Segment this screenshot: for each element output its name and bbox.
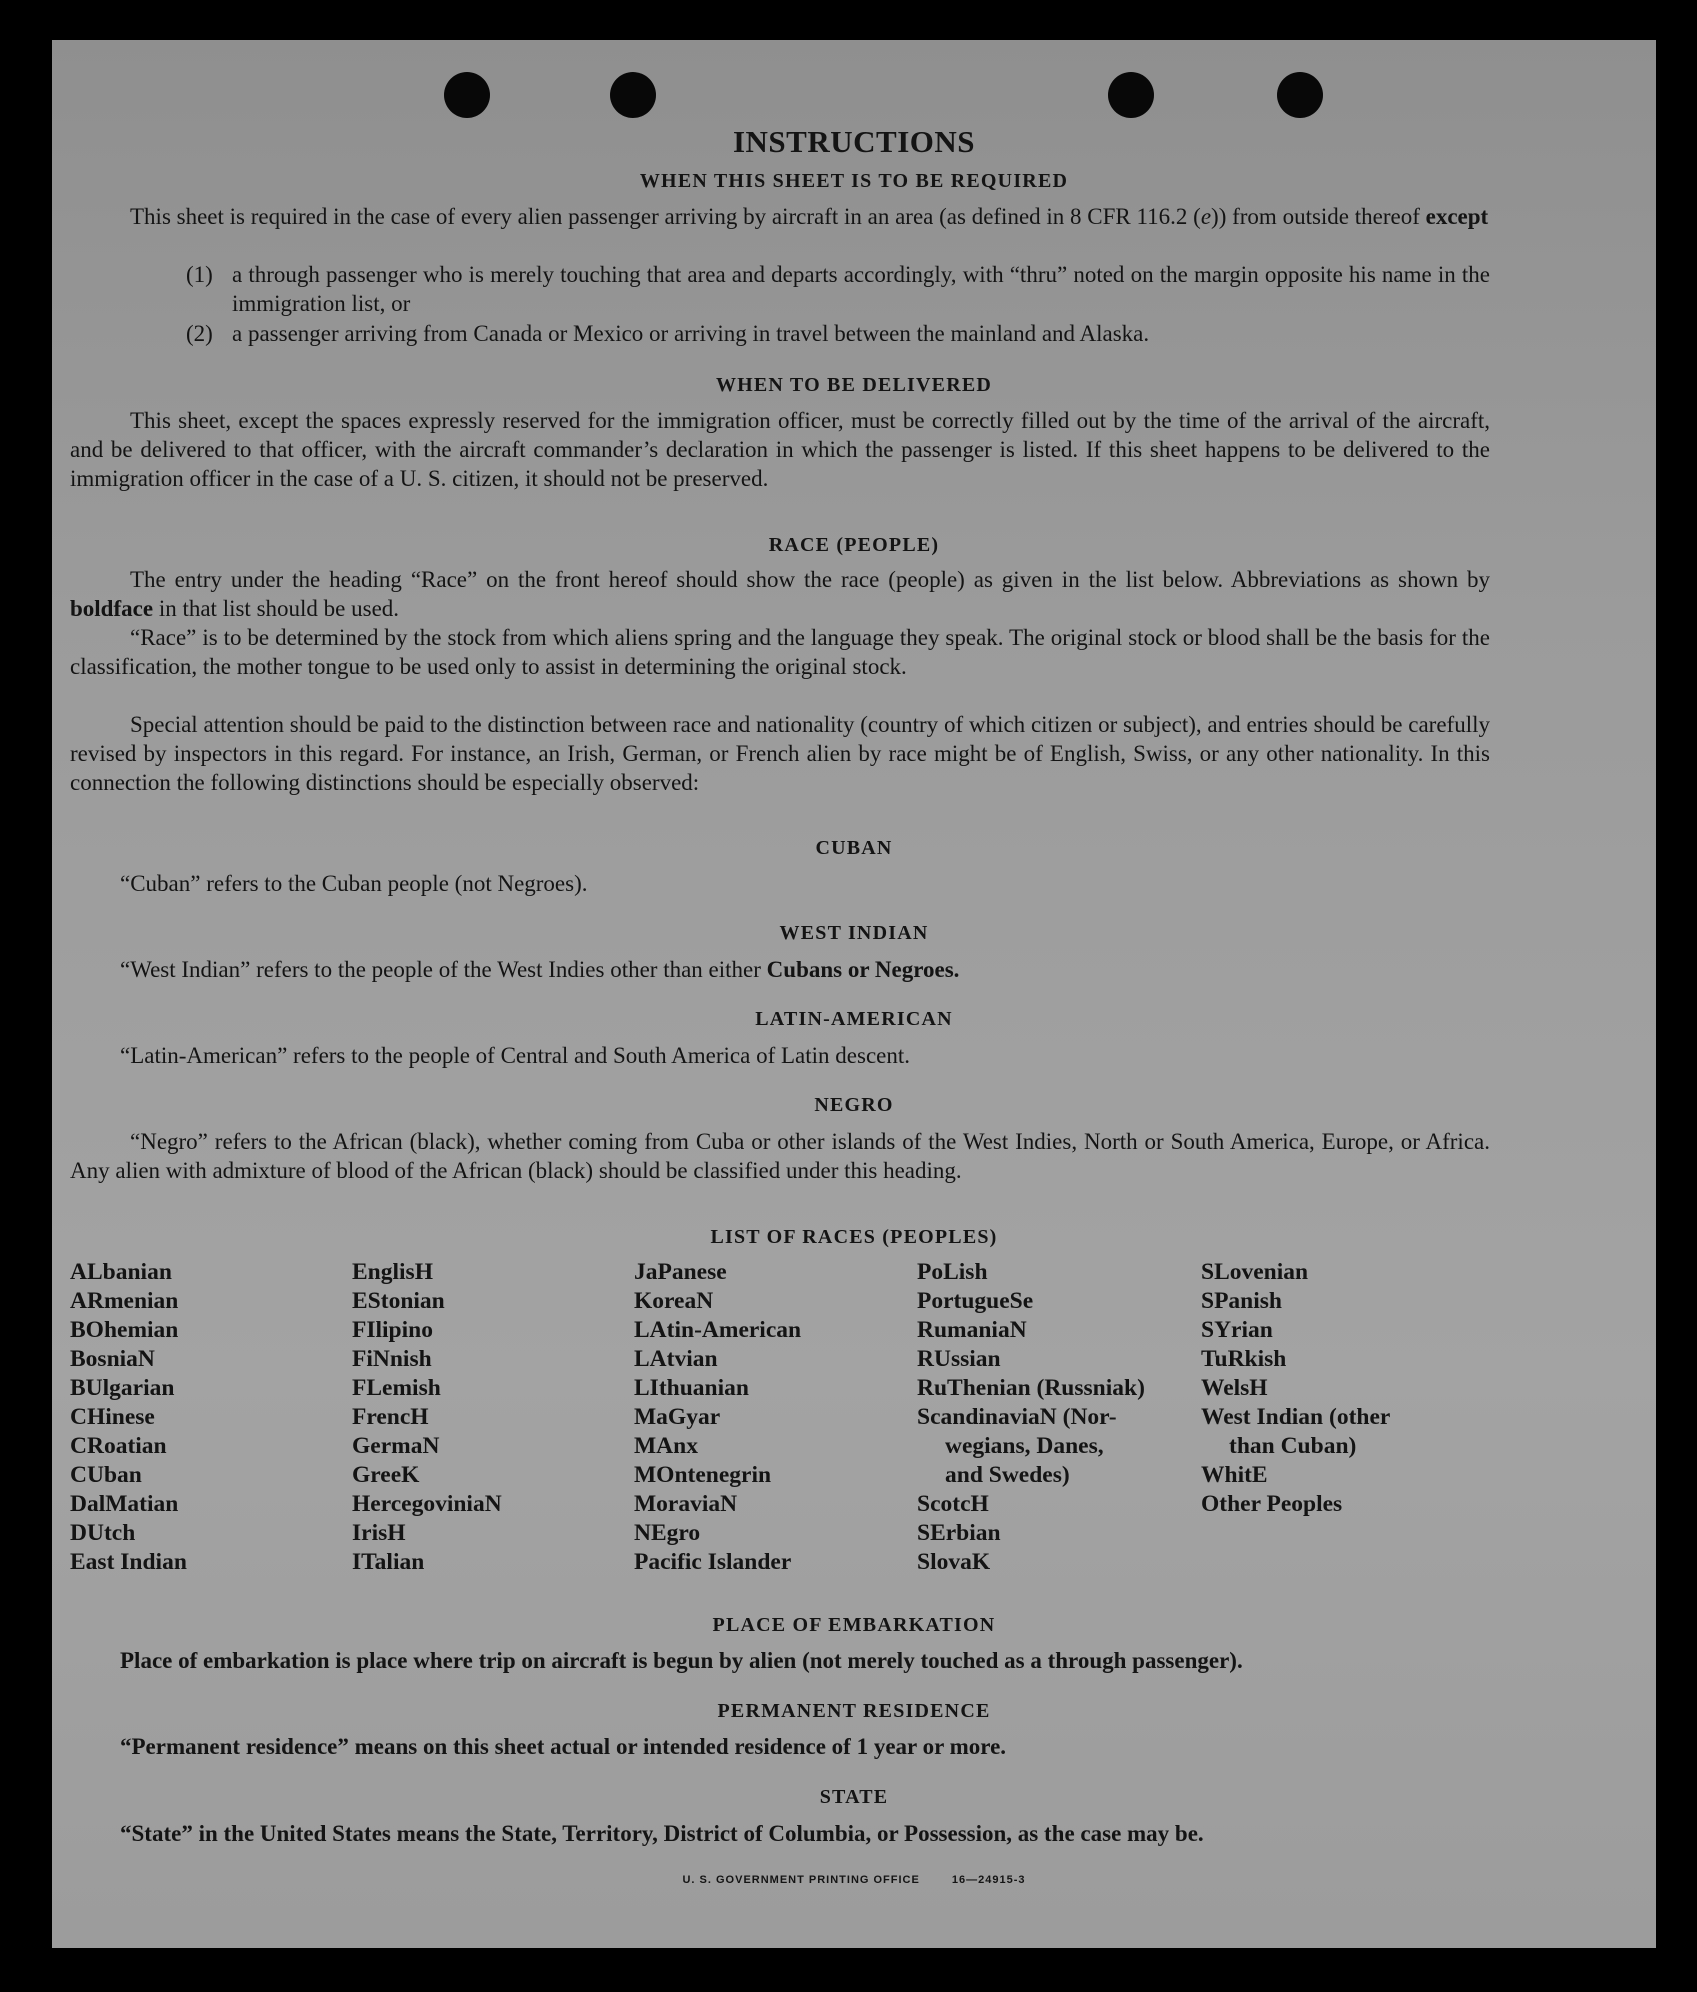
races-column-3 <box>634 1258 801 1577</box>
race-item: MAnx <box>634 1433 698 1459</box>
section-heading-embarkation: PLACE OF EMBARKATION <box>712 1614 996 1636</box>
negro-text: “Negro” refers to the African (black), whether coming from Cuba or other islands of the West Indies, North or South America, Europe, or Africa. Any alien with admixture of blood of the African (black) should be classified under this heading. <box>70 1129 1490 1183</box>
west-indian-text: “West Indian” refers to the people of the West Indies other than either Cubans or Negroes. <box>120 957 960 982</box>
race-item: SErbian <box>917 1520 1001 1546</box>
race-item: RuThenian (Russniak) <box>917 1375 1145 1401</box>
section-heading-when-delivered: WHEN TO BE DELIVERED <box>715 374 993 396</box>
section-heading-west-indian: WEST INDIAN <box>779 922 929 944</box>
race-item: SPanish <box>1201 1288 1282 1314</box>
race-item: FrencH <box>352 1404 429 1430</box>
race-item: wegians, Danes, <box>945 1433 1104 1459</box>
exception-item-2: (2) a passenger arriving from Canada or Mexico or arriving in travel between the mainland and Alaska. <box>186 321 1150 346</box>
punch-hole <box>1108 72 1154 118</box>
races-column-1 <box>70 1258 187 1577</box>
race-item: DalMatian <box>70 1491 179 1517</box>
race-item: ARmenian <box>70 1288 179 1314</box>
race-item: ScotcH <box>917 1491 989 1517</box>
race-item: MOntenegrin <box>634 1462 772 1488</box>
race-paragraph-2: “Race” is to be determined by the stock from which aliens spring and the language they speak. The original stock or blood shall be the basis for the classification, the mother tongue to be used only to assist in determining the original stock. <box>70 625 1490 679</box>
section-heading-cuban: CUBAN <box>815 837 893 859</box>
race-item: than Cuban) <box>1229 1433 1357 1459</box>
section-heading-residence: PERMANENT RESIDENCE <box>717 1700 991 1722</box>
punch-hole <box>444 72 490 118</box>
section-heading-race: RACE (PEOPLE) <box>768 534 940 556</box>
race-item: and Swedes) <box>945 1462 1070 1488</box>
race-item: IrisH <box>352 1520 406 1546</box>
race-item: WhitE <box>1201 1462 1268 1488</box>
races-column-4 <box>917 1258 1145 1577</box>
race-item: FIlipino <box>352 1317 433 1343</box>
exception-item-1: (1) a through passenger who is merely touching that area and departs accordingly, with “thru” noted on the margin opposite his name in the immigration list, or <box>186 262 1490 316</box>
race-item: PortugueSe <box>917 1288 1034 1314</box>
race-item: EnglisH <box>352 1259 433 1285</box>
race-item: CUban <box>70 1462 142 1488</box>
document-page <box>52 40 1656 1948</box>
section-heading-state: STATE <box>819 1786 889 1808</box>
race-item: Pacific Islander <box>634 1549 792 1575</box>
race-item: RUssian <box>917 1346 1001 1372</box>
race-item: CHinese <box>70 1404 155 1430</box>
race-item: FiNnish <box>352 1346 432 1372</box>
race-item: GermaN <box>352 1433 440 1459</box>
section-heading-races-list: LIST OF RACES (PEOPLES) <box>710 1226 998 1248</box>
race-item: ITalian <box>352 1549 425 1575</box>
race-item: RumaniaN <box>917 1317 1027 1343</box>
race-item: SLovenian <box>1201 1259 1309 1285</box>
race-item: CRoatian <box>70 1433 167 1459</box>
embarkation-text: Place of embarkation is place where trip on aircraft is begun by alien (not merely touched as a through passenger). <box>120 1648 1243 1673</box>
race-item: GreeK <box>352 1462 420 1488</box>
race-item: BOhemian <box>70 1317 179 1343</box>
latin-american-text: “Latin-American” refers to the people of Central and South America of Latin descent. <box>120 1043 910 1068</box>
race-item: East Indian <box>70 1549 187 1575</box>
race-item: EStonian <box>352 1288 445 1314</box>
race-item: BUlgarian <box>70 1375 175 1401</box>
race-item: KoreaN <box>634 1288 714 1314</box>
race-item: MoraviaN <box>634 1491 738 1517</box>
residence-text: “Permanent residence” means on this sheet actual or intended residence of 1 year or more. <box>120 1734 1007 1759</box>
form-code: 16—24915-3 <box>951 1874 1026 1886</box>
race-item: MaGyar <box>634 1404 721 1430</box>
race-item: FLemish <box>352 1375 441 1401</box>
cuban-text: “Cuban” refers to the Cuban people (not Negroes). <box>120 871 588 896</box>
when-required-intro: This sheet is required in the case of every alien passenger arriving by aircraft in an area (as defined in 8 CFR 116.2 (e)) from outside thereof except <box>130 204 1489 229</box>
printer-name: U. S. GOVERNMENT PRINTING OFFICE <box>682 1874 920 1886</box>
race-item: LAtvian <box>634 1346 718 1372</box>
punch-hole <box>1277 72 1323 118</box>
when-delivered-text: This sheet, except the spaces expressly reserved for the immigration officer, must be correctly filled out by the time of the arrival of the aircraft, and be delivered to that officer, with the aircraft commander’s declaration in which the passenger is listed. If this sheet happens to be delivered to the immigration officer in the case of a U. S. citizen, it should not be preserved. <box>70 408 1490 491</box>
race-item: BosniaN <box>70 1346 155 1372</box>
races-column-2 <box>352 1258 502 1577</box>
race-item: WelsH <box>1201 1375 1268 1401</box>
race-item: West Indian (other <box>1201 1404 1391 1430</box>
race-item: HercegoviniaN <box>352 1491 502 1517</box>
section-heading-when-required: WHEN THIS SHEET IS TO BE REQUIRED <box>639 170 1069 192</box>
race-item: JaPanese <box>634 1259 727 1285</box>
race-item: Other Peoples <box>1201 1491 1343 1517</box>
race-item: ScandinaviaN (Nor- <box>917 1404 1117 1430</box>
race-item: DUtch <box>70 1520 136 1546</box>
section-heading-latin-american: LATIN-AMERICAN <box>755 1008 953 1030</box>
race-item: TuRkish <box>1201 1346 1287 1372</box>
punch-hole <box>610 72 656 118</box>
page-title: INSTRUCTIONS <box>732 124 975 159</box>
race-paragraph-1: The entry under the heading “Race” on the front hereof should show the race (people) as given in the list below. Abbreviations as shown by boldface in that list should be used. <box>70 567 1490 621</box>
race-paragraph-3: Special attention should be paid to the distinction between race and nationality (country of which citizen or subject), and entries should be carefully revised by inspectors in this regard. For instance, an Irish, German, or French alien by race might be of English, Swiss, or any other nationality. In this connection the following distinctions should be especially observed: <box>70 712 1490 795</box>
state-text: “State” in the United States means the State, Territory, District of Columbia, or Possession, as the case may be. <box>120 1821 1204 1846</box>
races-column-5 <box>1201 1258 1390 1519</box>
section-heading-negro: NEGRO <box>814 1094 894 1116</box>
race-item: NEgro <box>634 1520 701 1546</box>
race-item: SlovaK <box>917 1549 991 1575</box>
race-item: PoLish <box>917 1259 988 1285</box>
race-item: LIthuanian <box>634 1375 749 1401</box>
race-item: ALbanian <box>70 1259 172 1285</box>
printer-footer <box>52 1874 1656 1886</box>
race-item: SYrian <box>1201 1317 1273 1343</box>
race-item: LAtin-American <box>634 1317 802 1343</box>
